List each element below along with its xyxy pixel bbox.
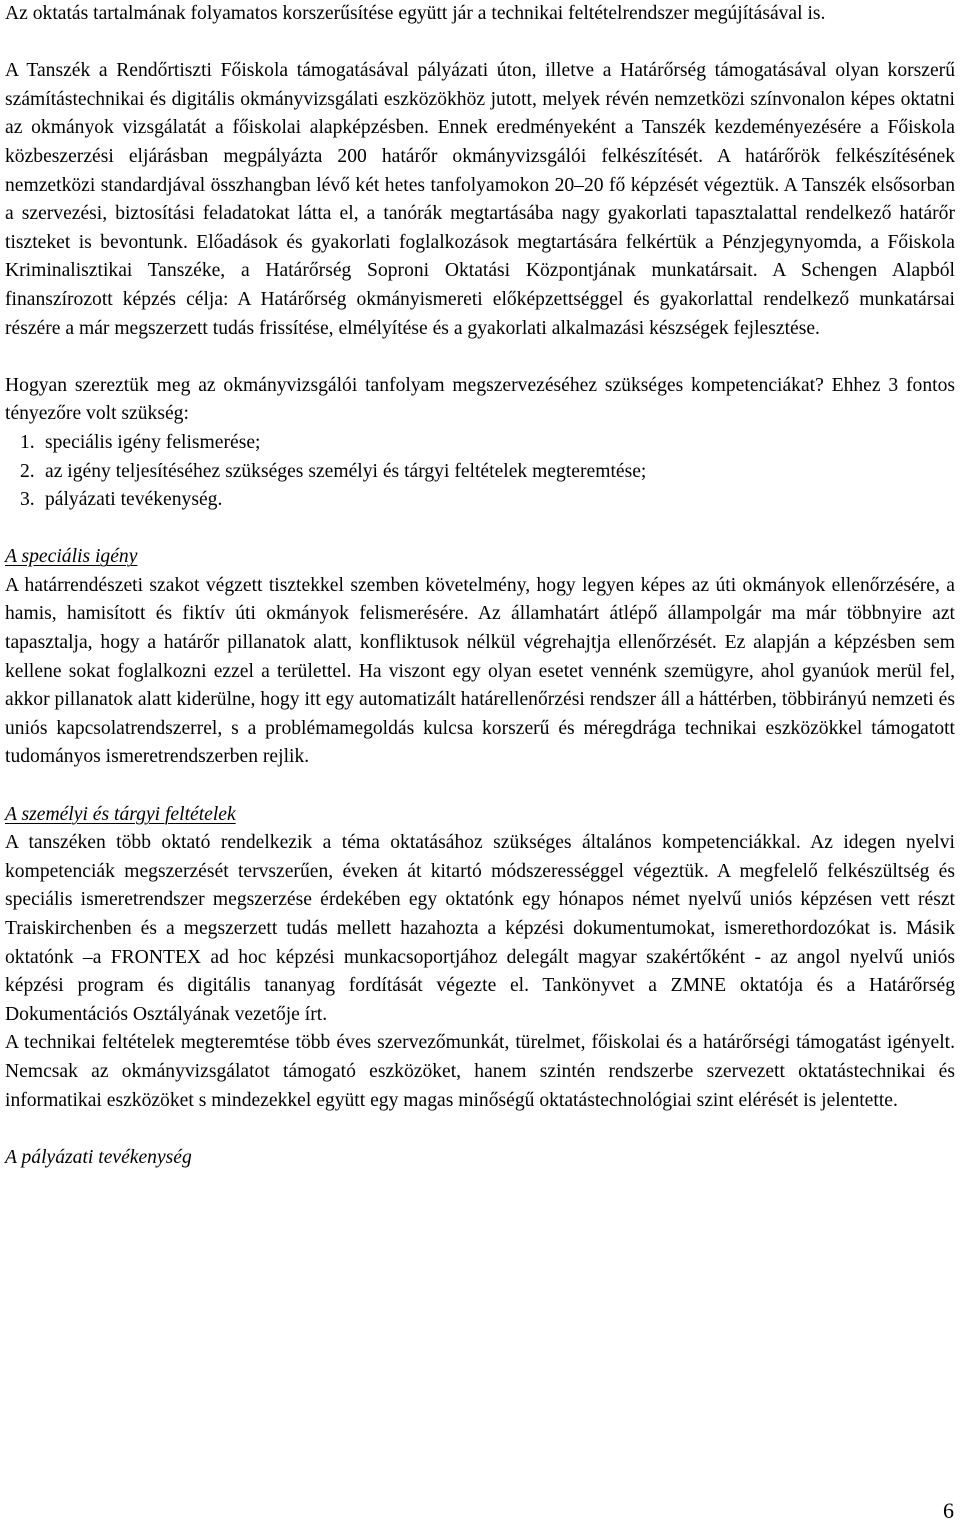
list-item (20, 486, 955, 515)
conditions-body-2: A technikai feltételek megteremtése több éves szervezőmunkát, türelmet, főiskolai és a határőrségi támogatást igényelt. Nemcsak az okmányvizsgálatot támogató eszközöket, hanem szintén rendszerbe szervezett oktatástechnikai és informatikai eszközöket s mindezekkel együtt egy magas minőségű oktatástechnológiai szint elérését is jelentette. (5, 1032, 955, 1111)
paragraph-gap (5, 1115, 955, 1144)
list-item-text: pályázati tevékenység. (45, 489, 223, 511)
special-need-body: A határrendészeti szakot végzett tisztekkel szemben követelmény, hogy legyen képes az úti okmányok ellenőrzésére, a hamis, hamisított és fiktív úti okmányok felismerésére. Az államhatárt átlépő állampolgár ma már többnyire azt tapasztalja, hogy a határőr pillanatok alatt, konfliktusok nélkül végrehajtja ellenőrzését. Ez alapján a képzésben sem kellene sokat foglalkozni ezzel a területtel. Ha viszont egy olyan esetet vennénk szemügyre, ahol gyanúok merül fel, akkor pillanatok alatt kiderülne, hogy itt egy automatizált határellenőrzési rendszer áll a háttérben, többirányú nemzeti és uniós kapcsolatrendszerrel, s a problémamegoldás kulcsa korszerű és méregdrága technikai eszközökkel támogatott tudományos ismeretrendszerben rejlik. (5, 574, 955, 768)
intro-paragraph-3: Hogyan szereztük meg az okmányvizsgálói tanfolyam megszervezéséhez szükséges kompetenciákat? Ehhez 3 fontos tényezőre volt szükség: (5, 374, 955, 425)
section-heading-tender: A pályázati tevékenység (5, 1146, 192, 1168)
list-item-number: 3. (20, 489, 35, 511)
paragraph-gap (5, 772, 955, 801)
document-page (5, 0, 955, 1172)
paragraph-gap (5, 515, 955, 544)
list-item-number: 2. (20, 460, 35, 482)
list-item-text: az igény teljesítéséhez szükséges személyi és tárgyi feltételek megteremtése; (45, 460, 647, 482)
intro-paragraph-1: Az oktatás tartalmának folyamatos korszerűsítése együtt jár a technikai feltételrendszer megújításával is. (5, 3, 826, 24)
page-number: 6 (943, 1498, 954, 1523)
list-item (20, 429, 955, 458)
section-heading-conditions: A személyi és tárgyi feltételek (5, 803, 236, 825)
list-item-text: speciális igény felismerése; (45, 431, 261, 453)
paragraph-gap (5, 29, 955, 58)
intro-paragraph-2: A Tanszék a Rendőrtiszti Főiskola támogatásával pályázati úton, illetve a Határőrség támogatásával olyan korszerű számítástechnikai és digitális okmányvizsgálati eszközökhöz jutott, melyek révén nemzetközi színvonalon képes oktatni az okmányok vizsgálatát a főiskolai alapképzésben. Ennek eredményeként a Tanszék kezdeményezésére a Főiskola közbeszerzési eljárásban megpályázta 200 határőr okmányvizsgálói felkészítését. A határőrök felkészítésének nemzetközi standardjával összhangban lévő két hetes tanfolyamokon 20‒20 fő képzését végeztük. A Tanszék elsősorban a szervezési, biztosítási feladatokat látta el, a tanórák megtartásába nagy gyakorlati tapasztalattal rendelkező határőr tiszteket is bevontunk. Előadások és gyakorlati foglalkozások megtartására felkértük a Pénzjegynyomda, a Főiskola Kriminalisztikai Tanszéke, a Határőrség Soproni Oktatási Központjának munkatársait. A Schengen Alapból finanszírozott képzés célja: A Határőrség okmányismereti előképzettséggel és gyakorlattal rendelkező munkatársai részére a már megszerzett tudás frissítése, elmélyítése és a gyakorlati alkalmazási készségek fejlesztése. (5, 60, 955, 339)
section-heading-special-need: A speciális igény (5, 546, 138, 568)
list-item-number: 1. (20, 431, 35, 453)
list-item (20, 458, 955, 487)
conditions-body-1: A tanszéken több oktató rendelkezik a téma oktatásához szükséges általános kompetenciákkal. Az idegen nyelvi kompetenciák megszerzését tervszerűen, éveken át kitartó módszerességgel végeztük. A megfelelő felkészültség és speciális ismeretrendszer megszerzése érdekében egy oktatónk egy hónapos német nyelvű uniós képzésen vett részt Traiskirchenben és a megszerzett tudás mellett hazahozta a képzési dokumentumokat, ismerethordozókat is. Másik oktatónk ‒a FRONTEX ad hoc képzési munkacsoportjához delegált magyar szakértőként - az angol nyelvű uniós képzési program és digitális tananyag fordítását végezte el. Tankönyvet a ZMNE oktatója és a Határőrség Dokumentációs Osztályának vezetője írt. (5, 832, 955, 1025)
needs-list (5, 429, 955, 515)
paragraph-gap (5, 343, 955, 372)
